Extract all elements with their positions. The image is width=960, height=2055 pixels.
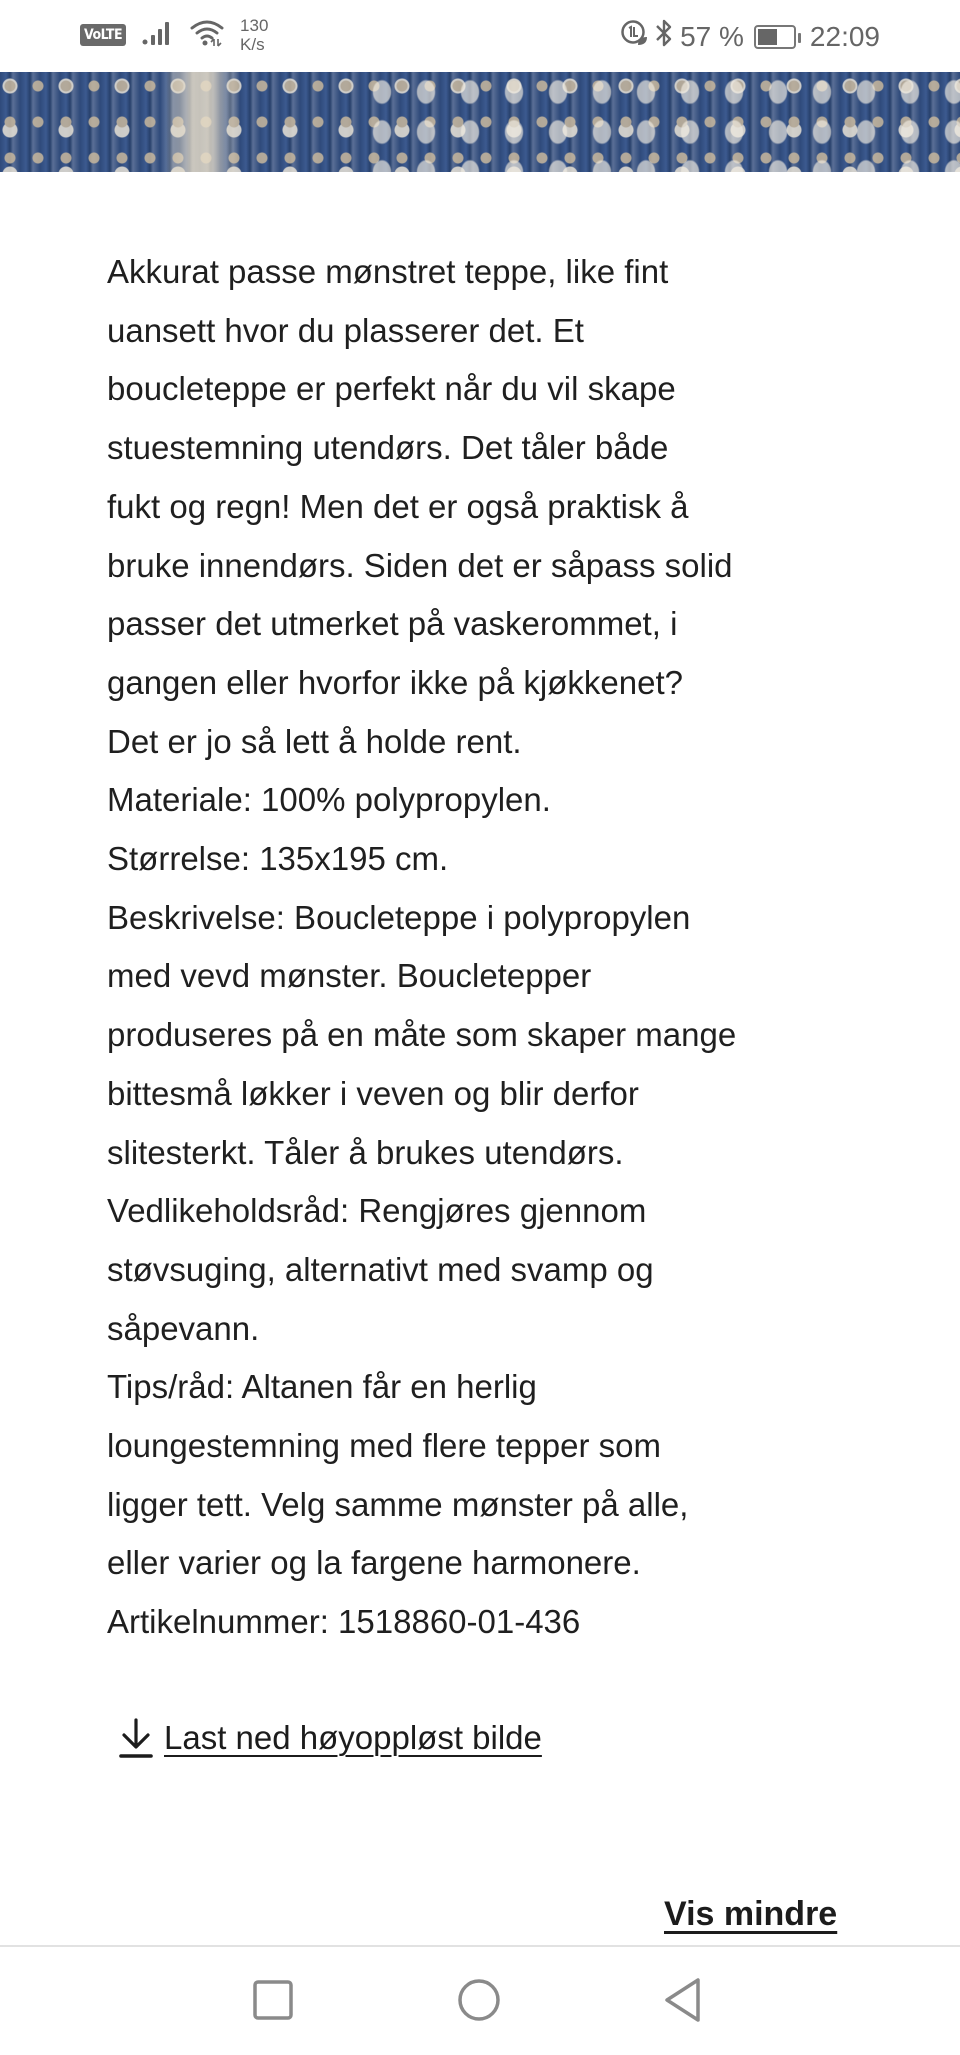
details-line: med vevd mønster. Boucletepper: [107, 957, 592, 995]
status-bar: [0, 0, 960, 72]
article-number: Artikelnummer: 1518860-01-436: [107, 1603, 581, 1641]
battery-icon: [754, 25, 796, 49]
material-line: Materiale: 100% polypropylen.: [107, 781, 551, 819]
description-line: Det er jo så lett å holde rent.: [107, 722, 522, 760]
download-image-link[interactable]: [118, 1716, 542, 1760]
size-line: Størrelse: 135x195 cm.: [107, 840, 449, 878]
image-texture-loops: [360, 72, 960, 172]
description-line: passer det utmerket på vaskerommet, i: [107, 605, 678, 643]
tips-line: eller varier og la fargene harmonere.: [107, 1544, 641, 1582]
signal-icon: [142, 20, 174, 51]
back-triangle-icon: [663, 1977, 703, 2023]
description-line: Akkurat passe mønstret teppe, like fint: [107, 253, 669, 290]
product-image[interactable]: [0, 72, 960, 172]
details-line: produseres på en måte som skaper mange: [107, 1016, 737, 1054]
wifi-icon: [190, 19, 224, 52]
clock: 22:09: [809, 20, 880, 52]
description-line: fukt og regn! Men det er også praktisk å: [107, 487, 689, 525]
care-line: Vedlikeholdsråd: Rengjøres gjennom: [107, 1192, 647, 1230]
care-line: støvsuging, alternativt med svamp og: [107, 1250, 654, 1288]
product-description: [107, 243, 867, 1652]
description-line: uansett hvor du plasserer det. Et: [107, 311, 584, 349]
status-bar-right: [620, 18, 880, 55]
back-button[interactable]: [660, 1977, 706, 2023]
tips-line: loungestemning med flere tepper som: [107, 1427, 661, 1465]
square-icon: [252, 1979, 294, 2021]
network-speed: 130 K/s: [240, 16, 269, 54]
battery-percent: 57 %: [680, 20, 744, 52]
download-image-label: Last ned høyoppløst bilde: [164, 1719, 542, 1756]
tips-line: Tips/råd: Altanen får en herlig: [107, 1368, 537, 1406]
details-line: Beskrivelse: Boucleteppe i polypropylen: [107, 898, 691, 936]
show-less-button[interactable]: Vis mindre: [664, 1895, 838, 1933]
tips-line: ligger tett. Velg samme mønster på alle,: [107, 1485, 689, 1523]
care-line: såpevann.: [107, 1309, 260, 1347]
details-line: bittesmå løkker i veven og blir derfor: [107, 1074, 639, 1112]
recent-apps-button[interactable]: [250, 1977, 296, 2023]
system-navigation-bar: [0, 1947, 960, 2055]
description-line: stuestemning utendørs. Det tåler både: [107, 429, 669, 467]
description-line: bruke innendørs. Siden det er såpass solid: [107, 546, 733, 584]
volte-icon: VoLTE: [80, 24, 126, 46]
image-texture-band: [160, 72, 240, 172]
description-line: boucleteppe er perfekt når du vil skape: [107, 370, 676, 408]
description-line: gangen eller hvorfor ikke på kjøkkenet?: [107, 663, 683, 701]
details-line: slitesterkt. Tåler å brukes utendørs.: [107, 1133, 624, 1171]
home-button[interactable]: [456, 1977, 502, 2023]
bluetooth-icon: [654, 18, 674, 55]
download-arrow-icon: [118, 1716, 154, 1760]
circle-icon: [457, 1978, 501, 2022]
data-saver-icon: [620, 19, 648, 54]
status-bar-left: [80, 16, 268, 54]
